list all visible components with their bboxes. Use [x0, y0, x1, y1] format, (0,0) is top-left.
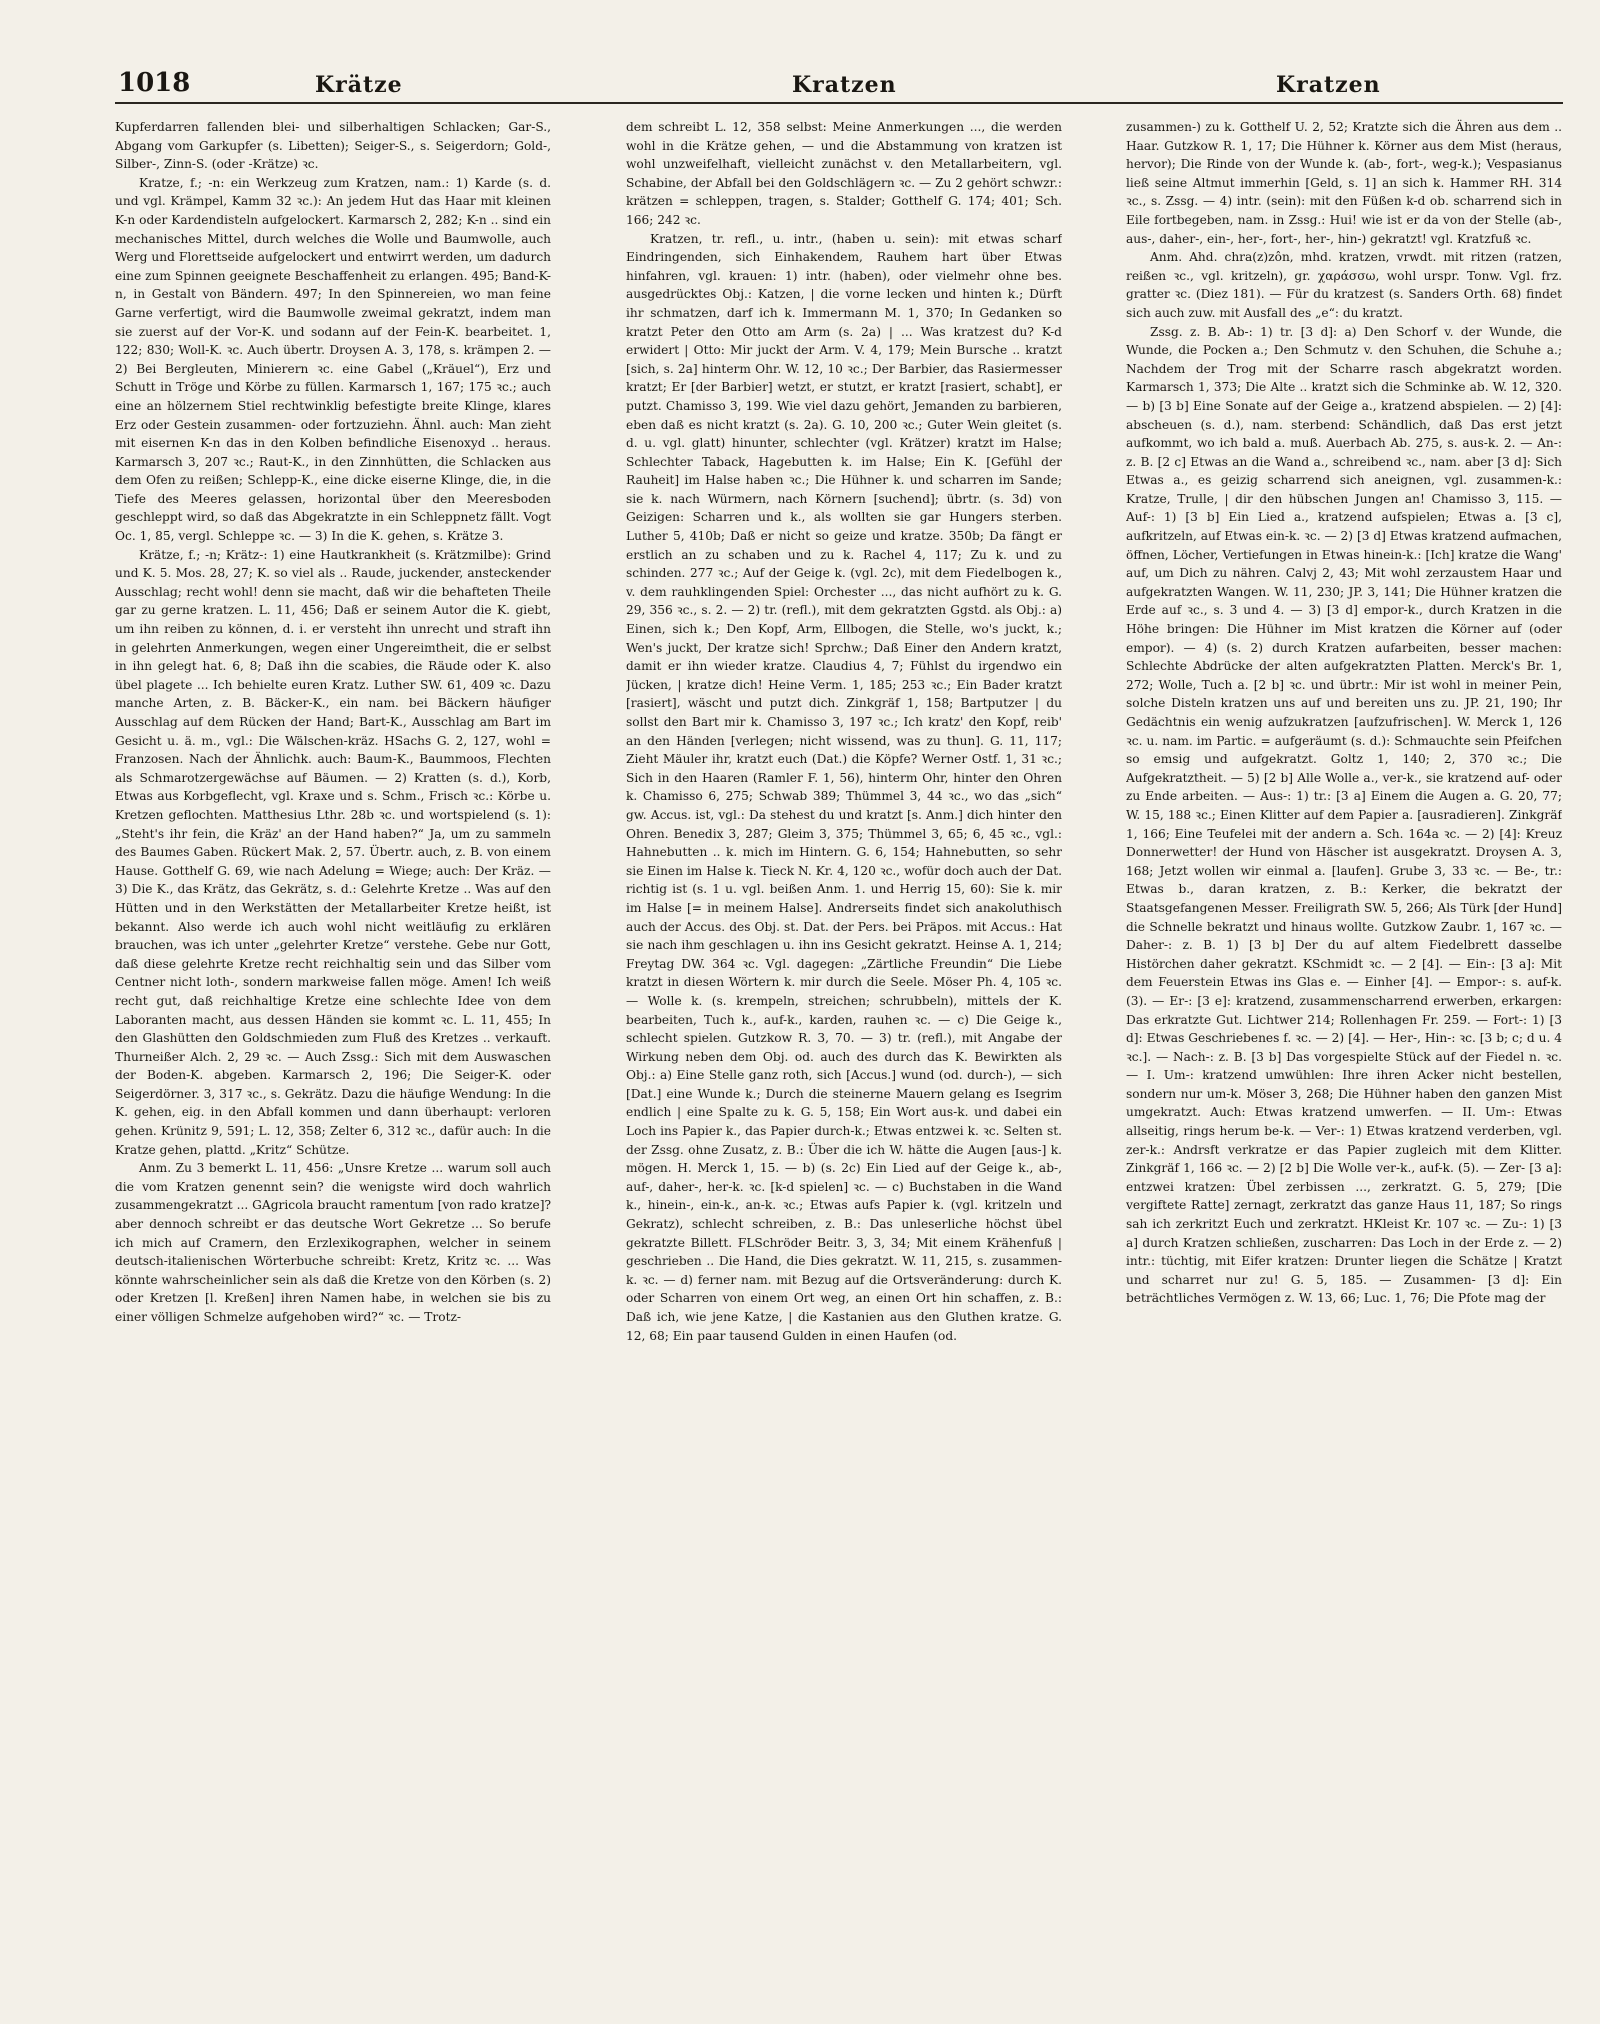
entry-note: Anm. Ahd. chra(z)zôn, mhd. kratzen, vrwdt. mit ritzen (ratzen, reißen ꝛc., vgl. kritzeln), gr. χαράσσω, wohl urspr. Tonw. Vgl. frz. gratter ꝛc. (Diez 181). — Für du kratzest (s. Sanders Orth. 68) findet sich auch zuw. mit Ausfall des „e“: du kratzt. [1126, 250, 1562, 320]
column-3 [1126, 118, 1562, 1998]
column-1 [115, 118, 551, 1998]
page-number: 1018 [118, 68, 191, 98]
entry-kraetze: Krätze, f.; -n; Krätz-: 1) eine Hautkrankheit (s. Krätzmilbe): Grind und K. 5. Mos. 28, 27; K. so viel als .. Raude, juckender, ansteckender Ausschlag; recht wohl! denn sie macht, daß wir die behafteten Theile gar zu gerne kratzen. L. 11, 456; Daß er seinem Autor die K. giebt, um ihn reiben zu können, d. i. er versteht ihn unrecht und straft ihn in gelehrten Anmerkungen, wegen einer Ungereimtheit, die er selbst in ihn gelegt hat. 6, 8; Daß ihn die scabies, die Räude oder K. also übel plagete ... Ich behielte euren Kratz. Luther SW. 61, 409 ꝛc. Dazu manche Arten, z. B. Bäcker-K., ein nam. bei Bäckern häufiger Ausschlag auf dem Rücken der Hand; Bart-K., Ausschlag am Bart im Gesicht u. ä. m., vgl.: Die Wälschen-kräz. HSachs G. 2, 127, wohl = Franzosen. Nach der Ähnlichk. auch: Baum-K., Baummoos, Flechten als Schmarotzergewächse auf Bäumen. — 2) Kratten (s. d.), Korb, Etwas aus Korbgeflecht, vgl. Kraxe und s. Schm., Frisch ꝛc.: Körbe u. Kretzen geflochten. Matthesius Lthr. 28b ꝛc. und wortspielend (s. 1): „Steht's ihr fein, die Kräz' an der Hand haben?“ Ja, um zu sammeln des Baumes Gaben. Rückert Mak. 2, 57. Übertr. auch, z. B. von einem Hause. Gotthelf G. 69, wie nach Adelung = Wiege; auch: Der Kräz. — 3) Die K., das Krätz, das Gekrätz, s. d.: Gelehrte Kretze .. Was auf den Hütten und in den Werkstätten der Metallarbeiter Kretze heißt, ist bekannt. Also werde ich auch wohl nicht weitläufig zu erklären brauchen, was ich unter „gelehrter Kretze“ verstehe. Gebe nur Gott, daß diese gelehrte Kretze recht reichhaltig sein und das Silber vom Centner nicht loth-, sondern markweise fallen möge. Amen! Ich weiß recht gut, daß reichhaltige Kretze eine schlechte Idee von dem Laboranten macht, aus dessen Händen sie kommt ꝛc. L. 11, 455; In den Glashütten den Goldschmieden zum Fluß des Kretzes .. verkauft. Thurneißer Alch. 2, 29 ꝛc. — Auch Zssg.: Sich mit dem Auswaschen der Boden-K. abgeben. Karmarsch 2, 196; Die Seiger-K. oder Seigerdörner. 3, 317 ꝛc., s. Gekrätz. Dazu die häufige Wendung: In die K. gehen, eig. in den Abfall kommen und dann überhaupt: verloren gehen. Krünitz 9, 591; L. 12, 358; Zelter 6, 312 ꝛc., dafür auch: In die Kratze gehen, plattd. „Kritz“ Schütze. [115, 547, 551, 1157]
header-rule [115, 102, 1563, 104]
running-head-left: Krätze [315, 72, 403, 98]
entry-paragraph: zusammen-) zu k. Gotthelf U. 2, 52; Kratzte sich die Ähren aus dem .. Haar. Gutzkow R. 1, 17; Die Hühner k. Körner aus dem Mist (heraus, hervor); Die Rinde von der Wunde k. (ab-, fort-, weg-k.); Vespasianus ließ seine Altmut immerhin [Geld, s. 1] an sich k. Hammer RH. 314 ꝛc., s. Zssg. — 4) intr. (sein): mit den Füßen k-d ob. scharrend sich in Eile fortbegeben, nam. in Zssg.: Hui! wie ist er da von der Stelle (ab-, aus-, daher-, ein-, her-, fort-, her-, hin-) gekratzt! vgl. Kratzfuß ꝛc. [1126, 120, 1562, 246]
entry-kratze: Kratze, f.; -n: ein Werkzeug zum Kratzen, nam.: 1) Karde (s. d. und vgl. Krämpel, Kamm 32 ꝛc.): An jedem Hut das Haar mit kleinen K-n oder Kardendisteln aufgelockert. Karmarsch 2, 282; K-n .. sind ein mechanisches Mittel, durch welches die Wolle und Baumwolle, auch Werg und Florettseide aufgelockert und entwirrt werden, um dadurch eine zum Spinnen geeignete Beschaffenheit zu erlangen. 495; Band-K-n, in Gestalt von Bändern. 497; In den Spinnereien, wo man feine Garne verfertigt, wird die Baumwolle zweimal gekratzt, indem man sie zuerst auf der Vor-K. und sodann auf der Fein-K. bearbeitet. 1, 122; 830; Woll-K. ꝛc. Auch übertr. Droysen A. 3, 178, s. krämpen 2. — 2) Bei Bergleuten, Minierern ꝛc. eine Gabel („Kräuel“), Erz und Schutt in Tröge und Körbe zu füllen. Karmarsch 1, 167; 175 ꝛc.; auch eine an hölzernem Stiel rechtwinklig befestigte breite Klinge, klares Erz oder Gestein zusammen- oder fortzuziehn. Ähnl. auch: Man zieht mit eisernen K-n das in den Kolben befindliche Eisenoxyd .. heraus. Karmarsch 3, 207 ꝛc.; Raut-K., in den Zinnhütten, die Schlacken aus dem Ofen zu reißen; Schlepp-K., eine dicke eiserne Klinge, die, in die Tiefe des Meeres gelassen, horizontal über den Meeresboden geschleppt wird, so daß das Abgekratzte in ein Schleppnetz fällt. Vogt Oc. 1, 85, vergl. Schleppe ꝛc. — 3) In die K. gehen, s. Krätze 3. [115, 175, 551, 544]
entry-kratzen: Kratzen, tr. refl., u. intr., (haben u. sein): mit etwas scharf Eindringenden, sich Einhakendem, Rauhem hart über Etwas hinfahren, vgl. krauen: 1) intr. (haben), oder vielmehr ohne bes. ausgedrücktes Obj.: Katzen, | die vorne lecken und hinten k.; Dürft ihr schmatzen, darf ich k. Immermann M. 1, 370; In Gedanken so kratzt Peter den Otto am Arm (s. 2a) | ... Was kratzest du? K-d erwidert | Otto: Mir juckt der Arm. V. 4, 179; Mein Bursche .. kratzt [sich, s. 2a] hinterm Ohr. W. 12, 10 ꝛc.; Der Barbier, das Rasiermesser kratzt; Er [der Barbier] wetzt, er stutzt, er kratzt [rasiert, schabt], er putzt. Chamisso 3, 199. Wie viel dazu gehört, Jemanden zu barbieren, eben daß es nicht kratzt (s. 2a). G. 10, 200 ꝛc.; Guter Wein gleitet (s. d. u. vgl. glatt) hinunter, schlechter (vgl. Krätzer) kratzt im Halse; Schlechter Taback, Hagebutten k. im Halse; Ein K. [Gefühl der Rauheit] im Halse haben ꝛc.; Die Hühner k. und scharren im Sande; sie k. nach Würmern, nach Körnern [suchend]; übrtr. (s. 3d) von Geizigen: Scharren und k., als wollten sie gar Hungers sterben. Luther 5, 410b; Daß er nicht so geize und kratze. 350b; Da fängt er erstlich an zu schaben und zu k. Rachel 4, 117; Zu k. und zu schinden. 277 ꝛc.; Auf der Geige k. (vgl. 2c), mit dem Fiedelbogen k., v. dem rauhklingenden Spiel: Orchester ..., das nicht aufhört zu k. G. 29, 356 ꝛc., s. 2. — 2) tr. (refl.), mit dem gekratzten Ggstd. als Obj.: a) Einen, sich k.; Den Kopf, Arm, Ellbogen, die Stelle, wo's juckt, k.; Wen's juckt, Der kratze sich! Sprchw.; Daß Einer den Andern kratzt, damit er ihn wieder kratze. Claudius 4, 7; Fühlst du irgendwo ein Jücken, | kratze dich! Heine Verm. 1, 185; 253 ꝛc.; Ein Bader kratzt [rasiert], wäscht und putzt dich. Zinkgräf 1, 158; Bartputzer | du sollst den Bart mir k. Chamisso 3, 197 ꝛc.; Ich kratz' den Kopf, reib' an den Händen [verlegen; nicht wissend, was zu thun]. G. 11, 117; Zieht Mäuler ihr, kratzt euch (Dat.) die Köpfe? Werner Ostf. 1, 31 ꝛc.; Sich in den Haaren (Ramler F. 1, 56), hinterm Ohr, hinter den Ohren k. Chamisso 6, 275; Schwab 389; Thümmel 3, 44 ꝛc., wo das „sich“ gw. Accus. ist, vgl.: Da stehest du und kratzt [s. Anm.] dich hinter den Ohren. Benedix 3, 287; Gleim 3, 375; Thümmel 3, 65; 6, 45 ꝛc., vgl.: Hahnebutten .. k. mich im Hintern. G. 6, 154; Hahnebutten, so sehr sie Einen im Halse k. Tieck N. Kr. 4, 120 ꝛc., wofür doch auch der Dat. richtig ist (s. 1 u. vgl. beißen Anm. 1. und Herrig 15, 60): Sie k. mir im Halse [= in meinem Halse]. Andrerseits findet sich anakoluthisch auch der Accus. des Obj. st. Dat. der Pers. bei Präpos. mit Accus.: Hat sie nach ihm geschlagen u. ihn ins Gesicht gekratzt. Heinse A. 1, 214; Freytag DW. 364 ꝛc. Vgl. dagegen: „Zärtliche Freundin“ Die Liebe kratzt in diesen Wörtern k. mir durch die Seele. Möser Ph. 4, 105 ꝛc. — Wolle k. (s. krempeln, streichen; schrubbeln), mittels der K. bearbeiten, Tuch k., auf-k., karden, rauhen ꝛc. — c) Die Geige k., schlecht spielen. Gutzkow R. 3, 70. — 3) tr. (refl.), mit Angabe der Wirkung neben dem Obj. od. auch des durch das K. Bewirkten als Obj.: a) Eine Stelle ganz roth, sich [Accus.] wund (od. durch-), — sich [Dat.] eine Wunde k.; Durch die steinerne Mauern gelang es Isegrim endlich | eine Spalte zu k. G. 5, 158; Ein Wort aus-k. und dabei ein Loch ins Papier k., das Papier durch-k.; Etwas entzwei k. ꝛc. Selten st. der Zssg. ohne Zusatz, z. B.: Über die ich W. hätte die Augen [aus-] k. mögen. H. Merck 1, 15. — b) (s. 2c) Ein Lied auf der Geige k., ab-, auf-, daher-, her-k. ꝛc. [k-d spielen] ꝛc. — c) Buchstaben in die Wand k., hinein-, ein-k., an-k. ꝛc.; Etwas aufs Papier k. (vgl. kritzeln und Gekratz), schlecht schreiben, z. B.: Das unleserliche höchst übel gekratzte Billett. FLSchröder Beitr. 3, 3, 34; Mit einem Krähenfuß | geschrieben .. Die Hand, die Dies gekratzt. W. 11, 215, s. zusammen-k. ꝛc. — d) ferner nam. mit Bezug auf die Ortsveränderung: durch K. oder Scharren von einem Ort weg, an einen Ort hin schaffen, z. B.: Daß ich, wie jene Katze, | die Kastanien aus den Gluthen kratze. G. 12, 68; Ein paar tausend Gulden in einen Haufen (od. [626, 231, 1062, 1343]
running-head-right: Kratzen [1276, 72, 1381, 98]
column-2 [626, 118, 1062, 1998]
entry-note: Anm. Zu 3 bemerkt L. 11, 456: „Unsre Kretze ... warum soll auch die vom Kratzen genennt sein? die wenigste wird doch wahrlich zusammengekratzt ... GAgricola braucht ramentum [von rado kratze]? aber dennoch schreibt er das deutsche Wort Gekretze ... So berufe ich mich auf Cramern, den Erzlexikographen, welcher in seinem deutsch-italienischen Wörterbuche schreibt: Kretz, Kritz ꝛc. ... Was könnte wahrscheinlicher sein als daß die Kretze von den Körben (s. 2) oder Kretzen [l. Kreßen] ihren Namen habe, in welchen sie bis zu einer völligen Schmelze aufgehoben wird?“ ꝛc. — Trotz- [115, 1161, 551, 1324]
entry-compounds: Zssg. z. B. Ab-: 1) tr. [3 d]: a) Den Schorf v. der Wunde, die Wunde, die Pocken a.; Den Schmutz v. den Schuhen, die Schuhe a.; Nachdem der Trog mit der Scharre rasch abgekratzt worden. Karmarsch 1, 373; Die Alte .. kratzt sich die Schminke ab. W. 12, 320. — b) [3 b] Eine Sonate auf der Geige a., kratzend abspielen. — 2) [4]: abscheuen (s. d.), nam. sterbend: Schändlich, daß Das erst jetzt aufkommt, wo ich bald a. muß. Auerbach Ab. 275, s. aus-k. 2. — An-: z. B. [2 c] Etwas an die Wand a., schreibend ꝛc., nam. aber [3 d]: Sich Etwas a., es geizig scharrend sich aneignen, vgl. zusammen-k.: Kratze, Trulle, | dir den hübschen Jungen an! Chamisso 3, 115. — Auf-: 1) [3 b] Ein Lied a., kratzend aufspielen; Etwas a. [3 c], aufkritzeln, auf Etwas ein-k. ꝛc. — 2) [3 d] Etwas kratzend aufmachen, öffnen, Löcher, Vertiefungen in Etwas hinein-k.: [Ich] kratze die Wang' auf, um Dich zu nähren. Calvj 2, 43; Mit wohl zerzaustem Haar und aufgekratzten Wangen. W. 11, 230; JP. 3, 141; Die Hühner kratzen die Erde auf ꝛc., s. 3 und 4. — 3) [3 d] empor-k., durch Kratzen in die Höhe bringen: Die Hühner im Mist kratzen die Körner auf (oder empor). — 4) (s. 2) durch Kratzen aufarbeiten, besser machen: Schlechte Abdrücke der alten aufgekratzten Platten. Merck's Br. 1, 272; Wolle, Tuch a. [2 b] ꝛc. und übrtr.: Mir ist wohl in meiner Pein, solche Disteln kratzen uns auf und bereiten uns zu. JP. 21, 190; Ihr Gedächtnis ein wenig aufzukratzen [aufzufrischen]. W. Merck 1, 126 ꝛc. u. nam. im Partic. = aufgeräumt (s. d.): Schmauchte sein Pfeifchen so emsig und aufgekratzt. Goltz 1, 140; 2, 370 ꝛc.; Die Aufgekratztheit. — 5) [2 b] Alle Wolle a., ver-k., sie kratzend auf- oder zu Ende arbeiten. — Aus-: 1) tr.: [3 a] Einem die Augen a. G. 20, 77; W. 15, 188 ꝛc.; Einen Klitter auf dem Papier a. [ausradieren]. Zinkgräf 1, 166; Eine Teufelei mit der andern a. Sch. 164a ꝛc. — 2) [4]: Kreuz Donnerwetter! der Hund von Häscher ist ausgekratzt. Droysen A. 3, 168; Jetzt wollen wir einmal a. [laufen]. Grube 3, 33 ꝛc. — Be-, tr.: Etwas b., daran kratzen, z. B.: Kerker, die bekratzt der Staatsgefangenen Messer. Freiligrath SW. 5, 266; Als Türk [der Hund] die Schnelle bekratzt und hinaus wollte. Gutzkow Zaubr. 1, 167 ꝛc. — Daher-: z. B. 1) [3 b] Der du auf altem Fiedelbrett dasselbe Histörchen daher gekratzt. KSchmidt ꝛc. — 2 [4]. — Ein-: [3 a]: Mit dem Feuerstein Etwas ins Glas e. — Einher [4]. — Empor-: s. auf-k. (3). — Er-: [3 e]: kratzend, zusammenscharrend erwerben, erkargen: Das erkratzte Gut. Lichtwer 214; Rollenhagen Fr. 259. — Fort-: 1) [3 d]: Etwas Geschriebenes f. ꝛc. — 2) [4]. — Her-, Hin-: ꝛc. [3 b; c; d u. 4 ꝛc.]. — Nach-: z. B. [3 b] Das vorgespielte Stück auf der Fiedel n. ꝛc. — I. Um-: kratzend umwühlen: Ihre ihren Acker nicht bestellen, sondern nur um-k. Möser 3, 268; Die Hühner haben den ganzen Mist umgekratzt. Auch: Etwas kratzend umwerfen. — II. Um-: Etwas allseitig, rings herum be-k. — Ver-: 1) Etwas kratzend verderben, vgl. zer-k.: Andrsft verkratze er das Papier zugleich mit dem Klitter. Zinkgräf 1, 166 ꝛc. — 2) [2 b] Die Wolle ver-k., auf-k. (5). — Zer- [3 a]: entzwei kratzen: Übel zerbissen ..., zerkratzt. G. 5, 279; [Die vergiftete Ratte] zernagt, zerkratzt das ganze Haus 11, 187; So rings sah ich zerkritzt Euch und zerkratzt. HKleist Kr. 107 ꝛc. — Zu-: 1) [3 a] durch Kratzen schließen, zuscharren: Das Loch in der Erde z. — 2) intr.: tüchtig, mit Eifer kratzen: Drunter liegen die Schätze | Kratzt und scharret nur zu! G. 5, 185. — Zusammen- [3 d]: Ein beträchtliches Vermögen z. W. 13, 66; Luc. 1, 76; Die Pfote mag der [1126, 324, 1562, 1306]
entry-paragraph: Kupferdarren fallenden blei- und silberhaltigen Schlacken; Gar-S., Abgang vom Garkupfer (s. Libetten); Seiger-S., s. Seigerdorn; Gold-, Silber-, Zinn-S. (oder -Krätze) ꝛc. [115, 120, 551, 172]
running-head-center: Kratzen [792, 72, 897, 98]
entry-paragraph: dem schreibt L. 12, 358 selbst: Meine Anmerkungen ..., die werden wohl in die Krätze gehen, — und die Abstammung von kratzen ist wohl unzweifelhaft, vielleicht zunächst v. den Metallarbeitern, vgl. Schabine, der Abfall bei den Goldschlägern ꝛc. — Zu 2 gehört schwzr.: krätzen = schleppen, tragen, s. Stalder; Gotthelf G. 174; 401; Sch. 166; 242 ꝛc. [626, 120, 1062, 227]
